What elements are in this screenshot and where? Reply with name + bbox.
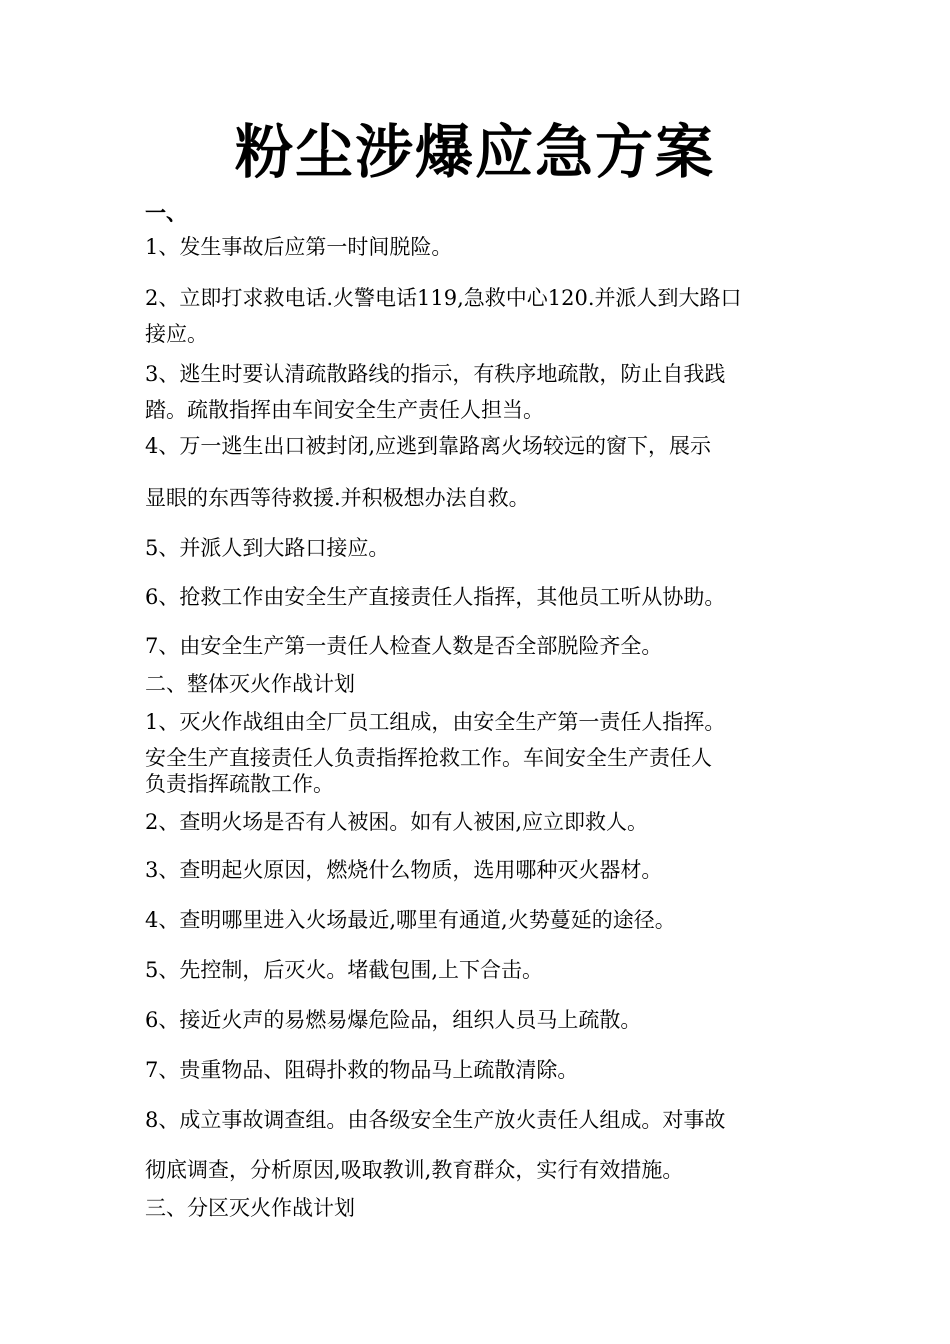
section-heading-2: 二、整体灭火作战计划 bbox=[145, 672, 355, 696]
paragraph-line: 2、查明火场是否有人被困。如有人被困,应立即救人。 bbox=[145, 810, 649, 834]
paragraph-line: 1、灭火作战组由全厂员工组成，由安全生产第一责任人指挥。 bbox=[145, 710, 726, 734]
paragraph-line: 踏。疏散指挥由车间安全生产责任人担当。 bbox=[145, 398, 544, 422]
paragraph-line: 彻底调查，分析原因,吸取教训,教育群众，实行有效措施。 bbox=[145, 1158, 684, 1182]
paragraph-line: 3、查明起火原因，燃烧什么物质，选用哪种灭火器材。 bbox=[145, 858, 663, 882]
paragraph-line: 7、由安全生产第一责任人检查人数是否全部脱险齐全。 bbox=[145, 634, 663, 658]
paragraph-line: 6、抢救工作由安全生产直接责任人指挥，其他员工听从协助。 bbox=[145, 585, 726, 609]
document-title: 粉尘涉爆应急方案 bbox=[234, 118, 715, 186]
paragraph-line: 5、先控制，后灭火。堵截包围,上下合击。 bbox=[145, 958, 544, 982]
paragraph-line: 2、立即打求救电话.火警电话119,急救中心120.并派人到大路口 bbox=[145, 286, 742, 310]
paragraph-line: 1、发生事故后应第一时间脱险。 bbox=[145, 235, 453, 259]
paragraph-line: 7、贵重物品、阻碍扑救的物品马上疏散清除。 bbox=[145, 1058, 579, 1082]
paragraph-line: 接应。 bbox=[145, 322, 208, 346]
paragraph-line: 4、万一逃生出口被封闭,应逃到靠路离火场较远的窗下，展示 bbox=[145, 434, 712, 458]
paragraph-line: 安全生产直接责任人负责指挥抢救工作。车间安全生产责任人 bbox=[145, 746, 712, 770]
section-heading-1: 一、 bbox=[145, 200, 187, 225]
paragraph-line: 8、成立事故调查组。由各级安全生产放火责任人组成。对事故 bbox=[145, 1108, 726, 1132]
paragraph-line: 3、逃生时要认清疏散路线的指示，有秩序地疏散，防止自我践 bbox=[145, 362, 726, 386]
paragraph-line: 4、查明哪里进入火场最近,哪里有通道,火势蔓延的途径。 bbox=[145, 908, 676, 932]
section-heading-3: 三、分区灭火作战计划 bbox=[145, 1196, 355, 1220]
paragraph-line: 5、并派人到大路口接应。 bbox=[145, 536, 390, 560]
paragraph-line: 负责指挥疏散工作。 bbox=[145, 772, 334, 796]
paragraph-line: 6、接近火声的易燃易爆危险品，组织人员马上疏散。 bbox=[145, 1008, 642, 1032]
paragraph-line: 显眼的东西等待救援.并积极想办法自救。 bbox=[145, 486, 530, 510]
